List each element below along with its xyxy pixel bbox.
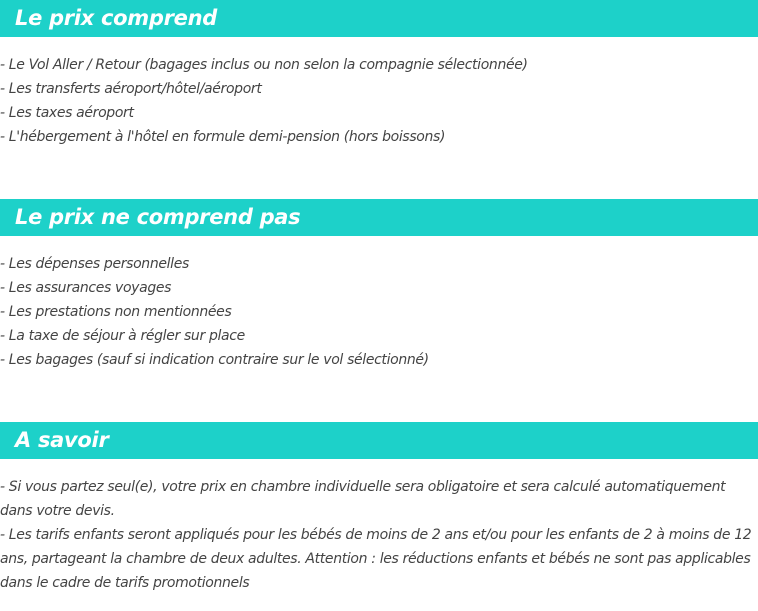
list-item: - L'hébergement à l'hôtel en formule demi-pension (hors boissons) [0,129,446,145]
section-header-not-included: Le prix ne comprend pas [0,199,758,236]
list-item: - Si vous partez seul(e), votre prix en chambre individuelle sera obligatoire et sera calculé automatiquement dans votre devis. [0,479,726,519]
list-item: - Les transferts aéroport/hôtel/aéroport [0,81,262,97]
section-body-good-to-know [0,475,758,595]
list-item: - Les dépenses personnelles [0,256,189,272]
list-item: - Les assurances voyages [0,280,172,296]
section-header-included: Le prix comprend [0,0,758,37]
list-item: - Les bagages (sauf si indication contraire sur le vol sélectionné) [0,352,429,368]
list-item: - Les tarifs enfants seront appliqués pour les bébés de moins de 2 ans et/ou pour les enfants de 2 à moins de 12 ans, partageant la chambre de deux adultes. Attention : les réductions enfants et bébés ne sont pas applicables dans le cadre de tarifs promotionnels [0,527,752,591]
list-item: - Les prestations non mentionnées [0,304,232,320]
section-header-good-to-know: A savoir [0,422,758,459]
section-body-not-included [0,252,758,372]
list-item: - La taxe de séjour à régler sur place [0,328,245,344]
list-item: - Les taxes aéroport [0,105,134,121]
section-body-included [0,53,758,149]
list-item: - Le Vol Aller / Retour (bagages inclus ou non selon la compagnie sélectionnée) [0,57,528,73]
